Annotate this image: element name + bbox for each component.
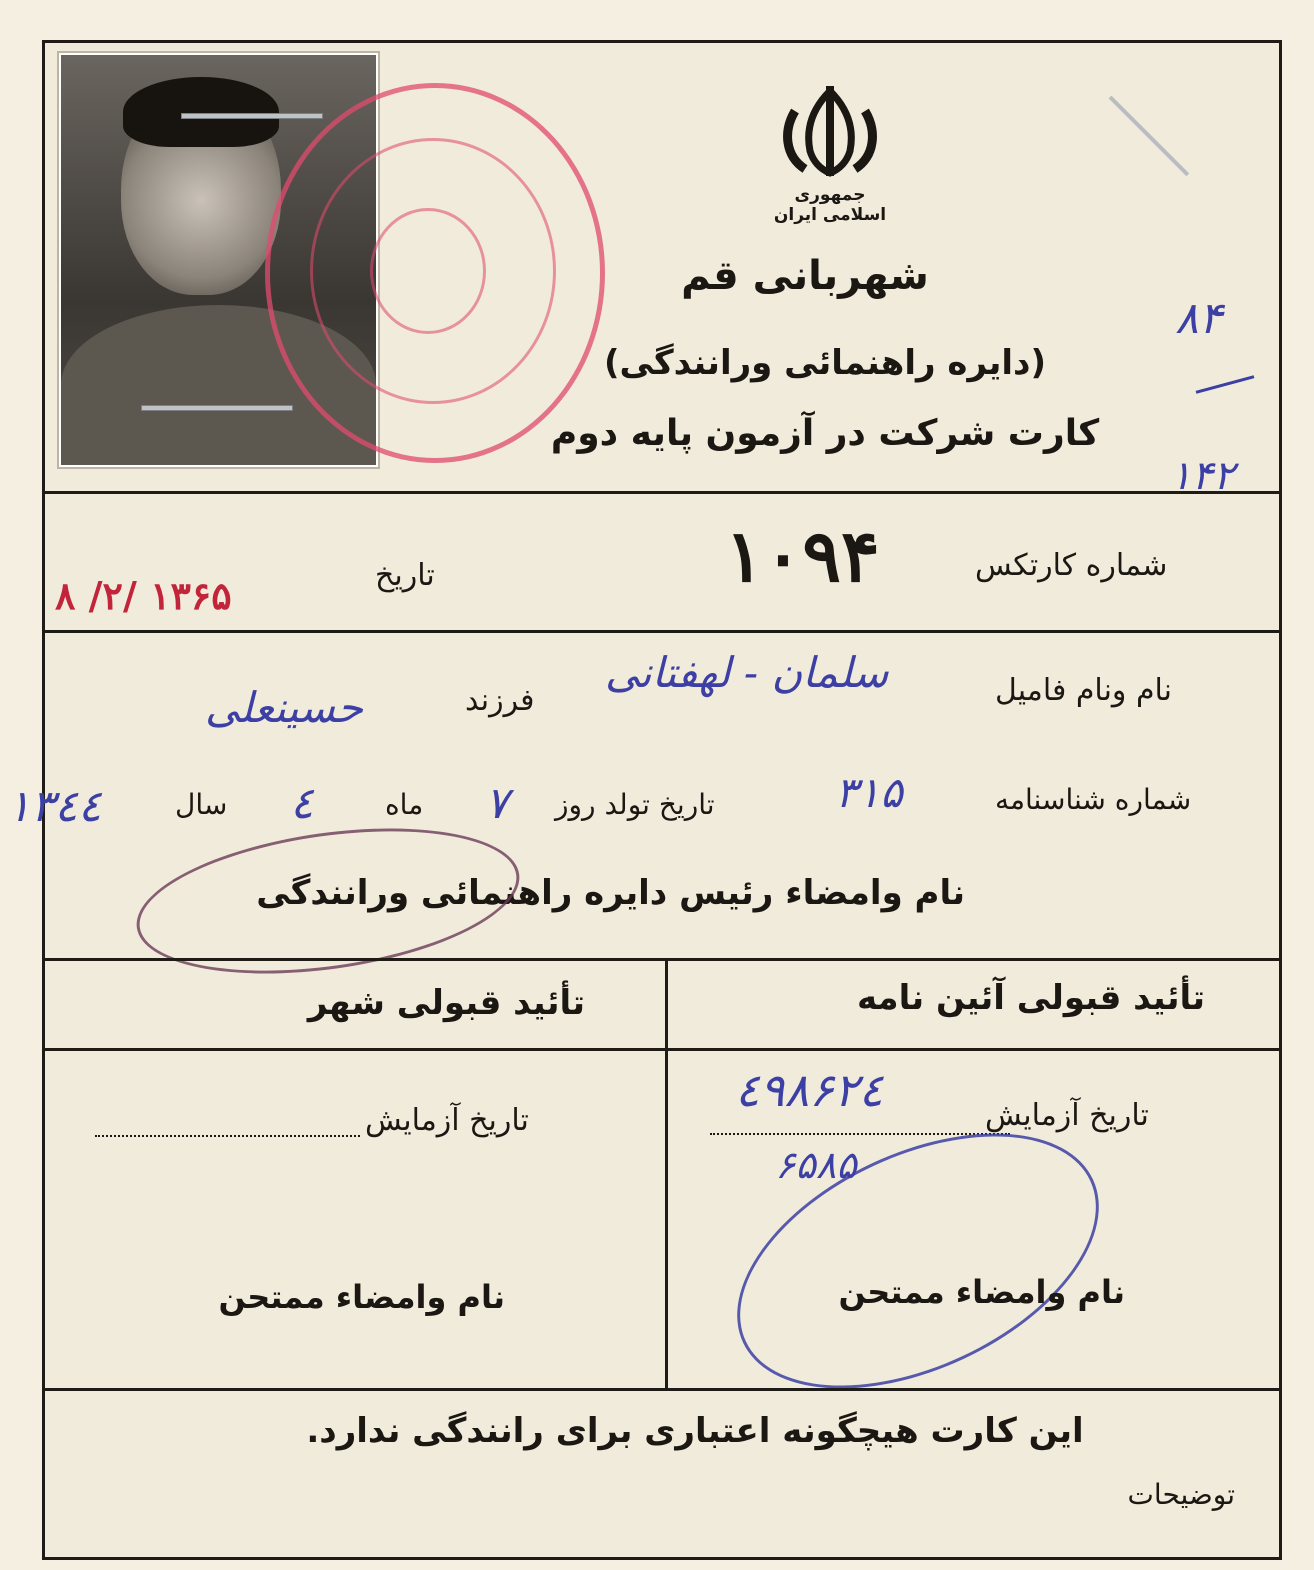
divider-1 bbox=[45, 491, 1279, 494]
photo-hair-shape bbox=[123, 77, 279, 147]
column-divider bbox=[665, 958, 668, 1388]
birth-date-label: تاریخ تولد روز bbox=[555, 788, 715, 821]
year-value: ۱۳٤٤ bbox=[7, 781, 102, 832]
divider-2 bbox=[45, 630, 1279, 633]
card-number-label: شماره کارتکس bbox=[975, 548, 1168, 583]
left-test-date-line bbox=[95, 1135, 360, 1137]
department-title: (دایره راهنمائی ورانندگی) bbox=[603, 343, 1047, 383]
right-test-date-value: ٤۹۸۶۲٤ bbox=[735, 1063, 884, 1117]
emblem bbox=[765, 81, 895, 225]
exam-card bbox=[7, 40, 1282, 1560]
chief-signature-mark bbox=[127, 807, 528, 995]
card-number-value: ۱۰۹۴ bbox=[725, 513, 880, 598]
card-title: کارت شرکت در آزمون پایه دوم bbox=[550, 413, 1100, 454]
red-stamp-center bbox=[370, 208, 486, 334]
right-examiner-signature-mark bbox=[697, 1082, 1138, 1441]
month-value: ٤ bbox=[290, 778, 314, 829]
staple-top bbox=[181, 113, 323, 119]
right-test-date-label: تاریخ آزمایش bbox=[985, 1098, 1149, 1133]
child-of-value: حسینعلی bbox=[205, 683, 363, 732]
divider-3 bbox=[45, 958, 1279, 961]
emblem-caption: جمهوری اسلامی ایران bbox=[773, 185, 887, 225]
id-number-value: ۳۱۵ bbox=[835, 768, 903, 817]
validity-notice: این کارت هیچگونه اعتباری برای رانندگی ندارد. bbox=[306, 1411, 1084, 1451]
office-title: شهربانی قم bbox=[681, 253, 929, 299]
date-label: تاریخ bbox=[375, 558, 435, 593]
notes-label: توضیحات bbox=[1127, 1478, 1235, 1511]
divider-5 bbox=[45, 1388, 1279, 1391]
id-number-label: شماره شناسنامه bbox=[995, 783, 1192, 816]
name-label: نام ونام فامیل bbox=[995, 673, 1173, 708]
date-value: ۱۳۶۵ /۲/ ۸ bbox=[55, 573, 232, 618]
right-section-title: تأئید قبولی آئین نامه bbox=[856, 978, 1205, 1018]
margin-note-top: ۸۴ bbox=[1175, 293, 1223, 344]
red-stamp bbox=[265, 83, 605, 463]
left-test-date-label: تاریخ آزمایش bbox=[365, 1103, 529, 1138]
iran-emblem-icon bbox=[775, 81, 885, 181]
right-extra-value: ۶۵۸۵ bbox=[775, 1143, 857, 1187]
year-label: سال bbox=[175, 788, 228, 821]
margin-note-line bbox=[1196, 375, 1255, 393]
left-examiner-label: نام وامضاء ممتحن bbox=[218, 1278, 505, 1316]
left-section-title: تأئید قبولی شهر bbox=[307, 983, 585, 1023]
margin-note-bottom: ۱۴۲ bbox=[1170, 453, 1235, 499]
month-label: ماه bbox=[385, 788, 424, 821]
birth-day-value: ۷ bbox=[485, 778, 509, 829]
child-of-label: فرزند bbox=[465, 683, 535, 718]
right-examiner-label: نام وامضاء ممتحن bbox=[838, 1273, 1125, 1311]
name-value: سلمان - لهفتانی bbox=[605, 648, 889, 697]
chief-signature-label: نام وامضاء رئیس دایره راهنمائی ورانندگی bbox=[256, 873, 965, 913]
staple-bottom bbox=[141, 405, 293, 411]
divider-4 bbox=[45, 1048, 1279, 1051]
